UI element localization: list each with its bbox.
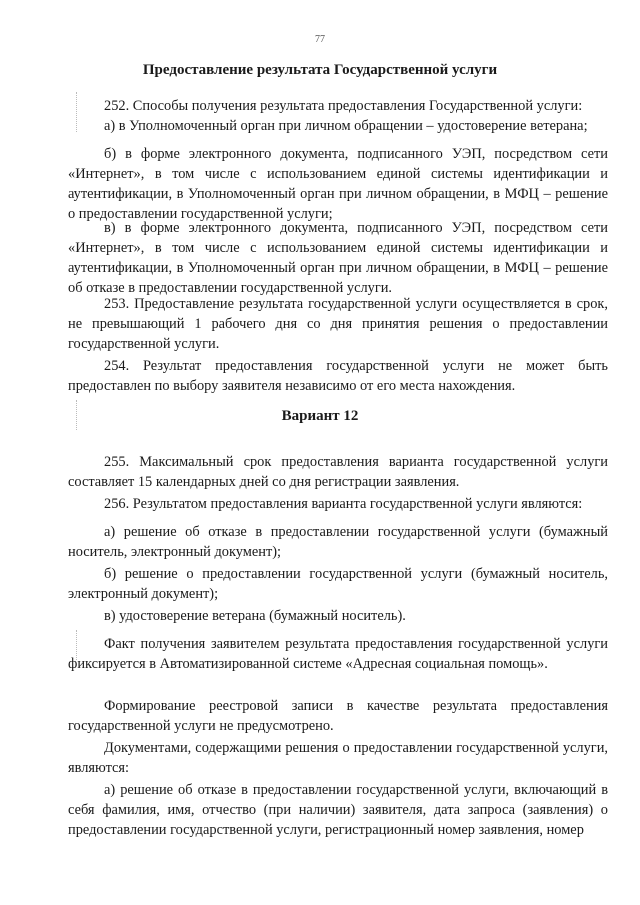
page-number: 77 bbox=[315, 34, 325, 45]
paragraph-256-b: б) решение о предоставлении государственной услуги (бумажный носитель, электронный документ); bbox=[68, 566, 608, 602]
paragraph-documents: Документами, содержащими решения о предоставлении государственной услуги, являются: bbox=[68, 740, 608, 776]
paragraph-documents-a: а) решение об отказе в предоставлении государственной услуги, включающий в себя фамилия, имя, отчество (при наличии) заявителя, дата запроса (заявления) о предоставлении государственной услуги, регистрационный номер заявления, номер bbox=[68, 782, 608, 838]
paragraph-256-a: а) решение об отказе в предоставлении государственной услуги (бумажный носитель, электронный документ); bbox=[68, 524, 608, 560]
paragraph-254: 254. Результат предоставления государственной услуги не может быть предоставлен по выбору заявителя независимо от его места нахождения. bbox=[68, 358, 608, 394]
paragraph-fact: Факт получения заявителем результата предоставления государственной услуги фиксируется в Автоматизированной системе «Адресная социальная помощь». bbox=[68, 636, 608, 672]
paragraph-registry: Формирование реестровой записи в качестве результата предоставления государственной услуги не предусмотрено. bbox=[68, 698, 608, 734]
paragraph-252-c: в) в форме электронного документа, подписанного УЭП, посредством сети «Интернет», в том числе с использованием единой системы идентификации и аутентификации, в Уполномоченный орган при личном обращении, в МФЦ – решение об отказе в предоставлении государственной услуги. bbox=[68, 220, 608, 296]
paragraph-253: 253. Предоставление результата государственной услуги осуществляется в срок, не превышающий 1 рабочего дня со дня принятия решения о предоставлении государственной услуги. bbox=[68, 296, 608, 352]
paragraph-252-b: б) в форме электронного документа, подписанного УЭП, посредством сети «Интернет», в том числе с использованием единой системы идентификации и аутентификации, в Уполномоченный орган при личном обращении, в МФЦ – решение о предоставлении государственной услуги; bbox=[68, 146, 608, 222]
paragraph-256-c: в) удостоверение ветерана (бумажный носитель). bbox=[104, 608, 406, 624]
paragraph-252: 252. Способы получения результата предоставления Государственной услуги: bbox=[104, 98, 583, 114]
section-heading: Предоставление результата Государственной услуги bbox=[142, 62, 498, 78]
variant-heading: Вариант 12 bbox=[281, 408, 359, 424]
paragraph-255: 255. Максимальный срок предоставления варианта государственной услуги составляет 15 календарных дней со дня регистрации заявления. bbox=[68, 454, 608, 490]
paragraph-252-a: а) в Уполномоченный орган при личном обращении – удостоверение ветерана; bbox=[104, 118, 588, 134]
paragraph-256: 256. Результатом предоставления варианта государственной услуги являются: bbox=[104, 496, 583, 512]
